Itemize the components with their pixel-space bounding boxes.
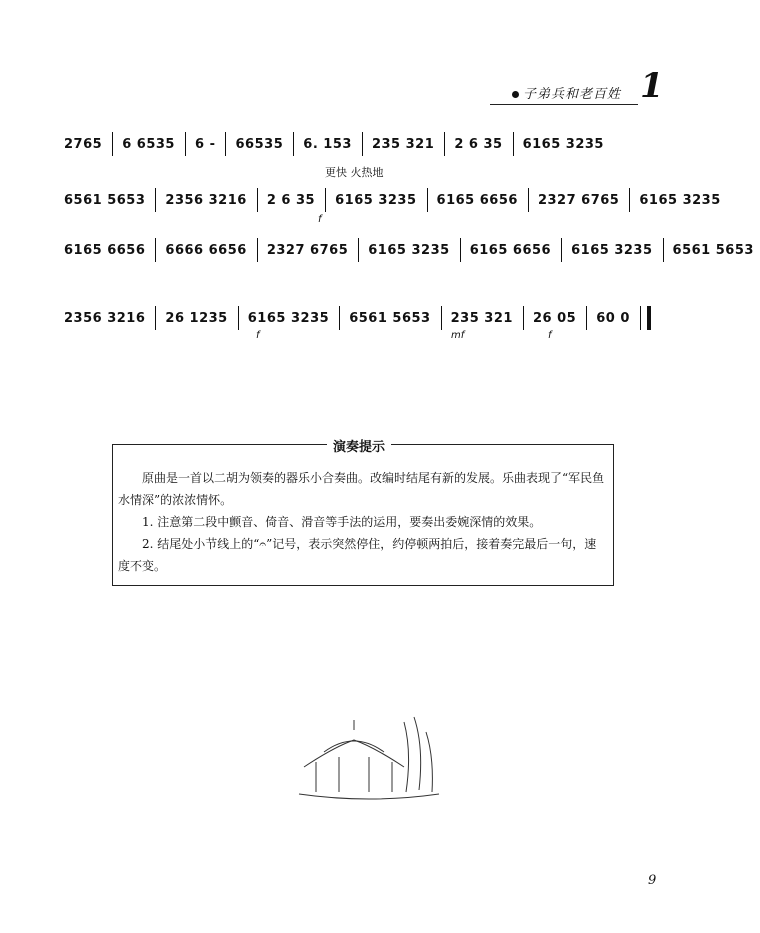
tempo-mark: 更快 火热地 [325,166,384,179]
dynamic-mark: mf [451,330,465,341]
dynamic-mark: f [256,330,260,341]
tips-title: 演奏提示 [327,436,391,455]
bullet-dot-icon [512,91,519,98]
score-line-1: 2765 6 6535 6 - 66535 6. 153 235 321 2 6 35 6165 3235 [64,132,668,162]
dynamic-mark: f [318,214,322,225]
section-numeral: 1 [640,66,664,106]
score-line-4: 2356 3216 26 1235 6165 3235 6561 5653 235 321 26 05 60 0 [64,306,668,336]
piece-title: 子弟兵和老百姓 [512,83,632,102]
performance-tips-box [112,440,614,586]
header-rule [490,104,638,105]
page-number: 9 [648,873,657,888]
score-line-2: 6561 5653 2356 3216 2 6 35 6165 3235 6165 6656 2327 6765 6165 3235 [64,188,668,218]
pavilion-illustration [294,712,444,807]
tips-paragraph: 1. 注意第二段中颤音、倚音、滑音等手法的运用，要奏出委婉深情的效果。 [142,515,542,529]
score-line-3: 6165 6656 6666 6656 2327 6765 6165 3235 6165 6656 6165 3235 6561 5653 [64,238,668,268]
dynamic-mark: f [548,330,552,341]
tips-paragraph: 2. 结尾处小节线上的“𝄐”记号，表示突然停住，约停顿两拍后，接着奏完最后一句，速度不变。 [118,537,597,573]
tips-paragraph: 原曲是一首以二胡为领奏的器乐小合奏曲。改编时结尾有新的发展。乐曲表现了“军民鱼水情深”的浓浓情怀。 [118,471,605,507]
